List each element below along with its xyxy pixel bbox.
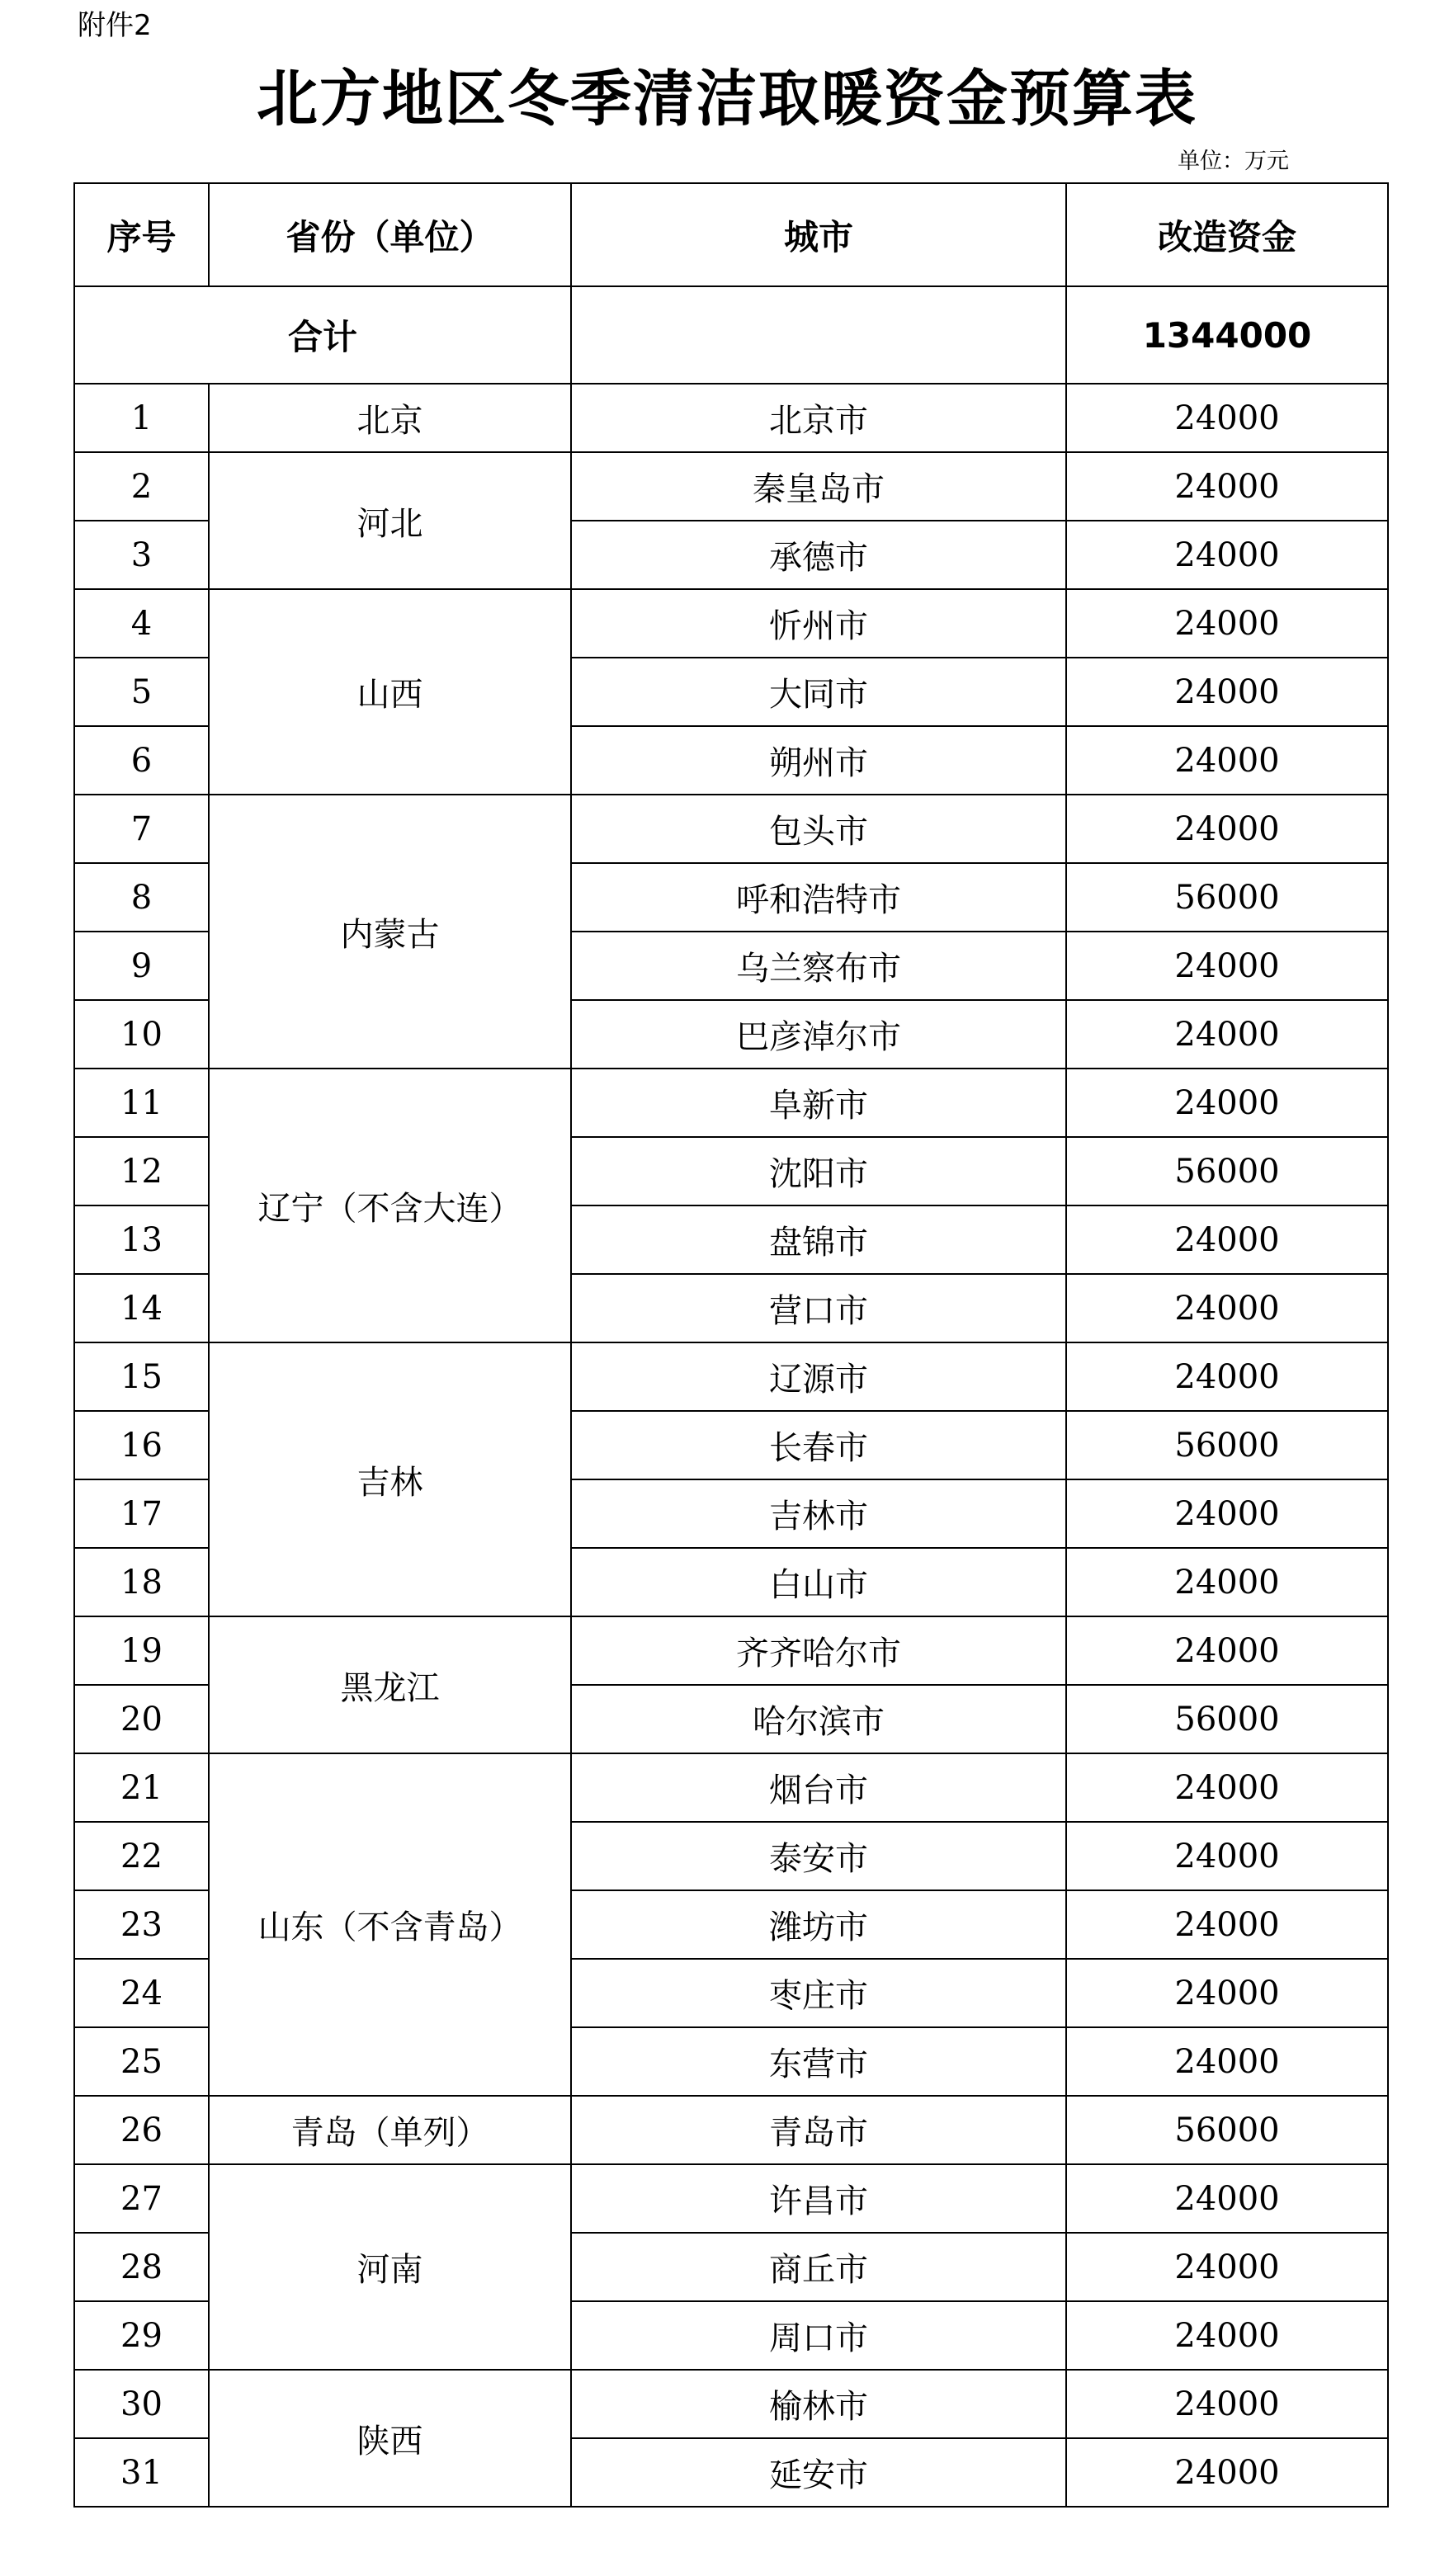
- table-row: [74, 795, 1388, 863]
- city-cell: 阜新市: [571, 1069, 1066, 1137]
- city-cell: 承德市: [571, 521, 1066, 589]
- table-row: [74, 1753, 1388, 1822]
- city-cell: 乌兰察布市: [571, 932, 1066, 1000]
- city-cell: 泰安市: [571, 1822, 1066, 1890]
- amount-cell: 24000: [1066, 452, 1388, 521]
- city-cell: 烟台市: [571, 1753, 1066, 1822]
- row-number: 6: [74, 726, 209, 795]
- amount-cell: 24000: [1066, 1000, 1388, 1069]
- header-province: 省份（单位）: [209, 183, 571, 286]
- table-row: [74, 1616, 1388, 1685]
- total-label: 合计: [74, 286, 571, 384]
- row-number: 28: [74, 2233, 209, 2301]
- row-number: 2: [74, 452, 209, 521]
- amount-cell: 56000: [1066, 1137, 1388, 1205]
- province-cell: 河北: [209, 452, 571, 589]
- row-number: 29: [74, 2301, 209, 2370]
- row-number: 3: [74, 521, 209, 589]
- row-number: 21: [74, 1753, 209, 1822]
- amount-cell: 24000: [1066, 1890, 1388, 1959]
- city-cell: 大同市: [571, 658, 1066, 726]
- table-row: [74, 384, 1388, 452]
- province-cell: 吉林: [209, 1342, 571, 1616]
- province-cell: 内蒙古: [209, 795, 571, 1069]
- city-cell: 周口市: [571, 2301, 1066, 2370]
- amount-cell: 24000: [1066, 384, 1388, 452]
- amount-cell: 56000: [1066, 863, 1388, 932]
- province-cell: 北京: [209, 384, 571, 452]
- row-number: 14: [74, 1274, 209, 1342]
- budget-table: [73, 182, 1389, 2508]
- table-row: [74, 589, 1388, 658]
- row-number: 13: [74, 1205, 209, 1274]
- amount-cell: 56000: [1066, 1411, 1388, 1479]
- amount-cell: 24000: [1066, 658, 1388, 726]
- header-city: 城市: [571, 183, 1066, 286]
- amount-cell: 24000: [1066, 1069, 1388, 1137]
- row-number: 16: [74, 1411, 209, 1479]
- city-cell: 榆林市: [571, 2370, 1066, 2438]
- city-cell: 辽源市: [571, 1342, 1066, 1411]
- province-cell: 河南: [209, 2164, 571, 2370]
- city-cell: 齐齐哈尔市: [571, 1616, 1066, 1685]
- row-number: 1: [74, 384, 209, 452]
- unit-note: 单位：万元: [1178, 149, 1289, 174]
- city-cell: 秦皇岛市: [571, 452, 1066, 521]
- city-cell: 许昌市: [571, 2164, 1066, 2233]
- row-number: 8: [74, 863, 209, 932]
- row-number: 18: [74, 1548, 209, 1616]
- amount-cell: 24000: [1066, 1822, 1388, 1890]
- row-number: 26: [74, 2096, 209, 2164]
- city-cell: 巴彦淖尔市: [571, 1000, 1066, 1069]
- row-number: 15: [74, 1342, 209, 1411]
- city-cell: 潍坊市: [571, 1890, 1066, 1959]
- amount-cell: 24000: [1066, 2027, 1388, 2096]
- city-cell: 枣庄市: [571, 1959, 1066, 2027]
- city-cell: 盘锦市: [571, 1205, 1066, 1274]
- province-cell: 辽宁（不含大连）: [209, 1069, 571, 1342]
- attachment-label: 附件2: [78, 9, 152, 42]
- amount-cell: 24000: [1066, 2233, 1388, 2301]
- amount-cell: 24000: [1066, 589, 1388, 658]
- row-number: 25: [74, 2027, 209, 2096]
- amount-cell: 24000: [1066, 932, 1388, 1000]
- city-cell: 营口市: [571, 1274, 1066, 1342]
- amount-cell: 24000: [1066, 1753, 1388, 1822]
- amount-cell: 24000: [1066, 2370, 1388, 2438]
- total-amount: 1344000: [1066, 286, 1388, 384]
- city-cell: 包头市: [571, 795, 1066, 863]
- city-cell: 长春市: [571, 1411, 1066, 1479]
- row-number: 4: [74, 589, 209, 658]
- row-number: 10: [74, 1000, 209, 1069]
- row-number: 19: [74, 1616, 209, 1685]
- table-row: [74, 2164, 1388, 2233]
- table-row: [74, 1342, 1388, 1411]
- city-cell: 商丘市: [571, 2233, 1066, 2301]
- row-number: 23: [74, 1890, 209, 1959]
- amount-cell: 24000: [1066, 2438, 1388, 2507]
- row-number: 9: [74, 932, 209, 1000]
- row-number: 27: [74, 2164, 209, 2233]
- table-row: [74, 1069, 1388, 1137]
- amount-cell: 24000: [1066, 1342, 1388, 1411]
- amount-cell: 24000: [1066, 795, 1388, 863]
- page-title: 北方地区冬季清洁取暖资金预算表: [257, 64, 1197, 134]
- amount-cell: 24000: [1066, 521, 1388, 589]
- city-cell: 青岛市: [571, 2096, 1066, 2164]
- amount-cell: 24000: [1066, 1959, 1388, 2027]
- row-number: 17: [74, 1479, 209, 1548]
- header-row: [74, 183, 1388, 286]
- row-number: 31: [74, 2438, 209, 2507]
- province-cell: 黑龙江: [209, 1616, 571, 1753]
- row-number: 12: [74, 1137, 209, 1205]
- city-cell: 朔州市: [571, 726, 1066, 795]
- amount-cell: 56000: [1066, 2096, 1388, 2164]
- amount-cell: 24000: [1066, 1616, 1388, 1685]
- city-cell: 吉林市: [571, 1479, 1066, 1548]
- amount-cell: 24000: [1066, 2164, 1388, 2233]
- amount-cell: 24000: [1066, 2301, 1388, 2370]
- amount-cell: 56000: [1066, 1685, 1388, 1753]
- province-cell: 山东（不含青岛）: [209, 1753, 571, 2096]
- city-cell: 北京市: [571, 384, 1066, 452]
- province-cell: 山西: [209, 589, 571, 795]
- table-row: [74, 2370, 1388, 2438]
- header-no: 序号: [74, 183, 209, 286]
- amount-cell: 24000: [1066, 1548, 1388, 1616]
- row-number: 20: [74, 1685, 209, 1753]
- amount-cell: 24000: [1066, 1205, 1388, 1274]
- total-row: [74, 286, 1388, 384]
- province-cell: 陕西: [209, 2370, 571, 2507]
- city-cell: 白山市: [571, 1548, 1066, 1616]
- city-cell: 忻州市: [571, 589, 1066, 658]
- row-number: 5: [74, 658, 209, 726]
- city-cell: 沈阳市: [571, 1137, 1066, 1205]
- row-number: 24: [74, 1959, 209, 2027]
- city-cell: 延安市: [571, 2438, 1066, 2507]
- city-cell: 东营市: [571, 2027, 1066, 2096]
- table-row: [74, 2096, 1388, 2164]
- province-cell: 青岛（单列）: [209, 2096, 571, 2164]
- row-number: 30: [74, 2370, 209, 2438]
- total-city-empty: [571, 286, 1066, 384]
- row-number: 7: [74, 795, 209, 863]
- table-row: [74, 452, 1388, 521]
- city-cell: 呼和浩特市: [571, 863, 1066, 932]
- amount-cell: 24000: [1066, 1479, 1388, 1548]
- budget-table-body: [74, 183, 1388, 2507]
- city-cell: 哈尔滨市: [571, 1685, 1066, 1753]
- row-number: 11: [74, 1069, 209, 1137]
- amount-cell: 24000: [1066, 1274, 1388, 1342]
- row-number: 22: [74, 1822, 209, 1890]
- header-amount: 改造资金: [1066, 183, 1388, 286]
- amount-cell: 24000: [1066, 726, 1388, 795]
